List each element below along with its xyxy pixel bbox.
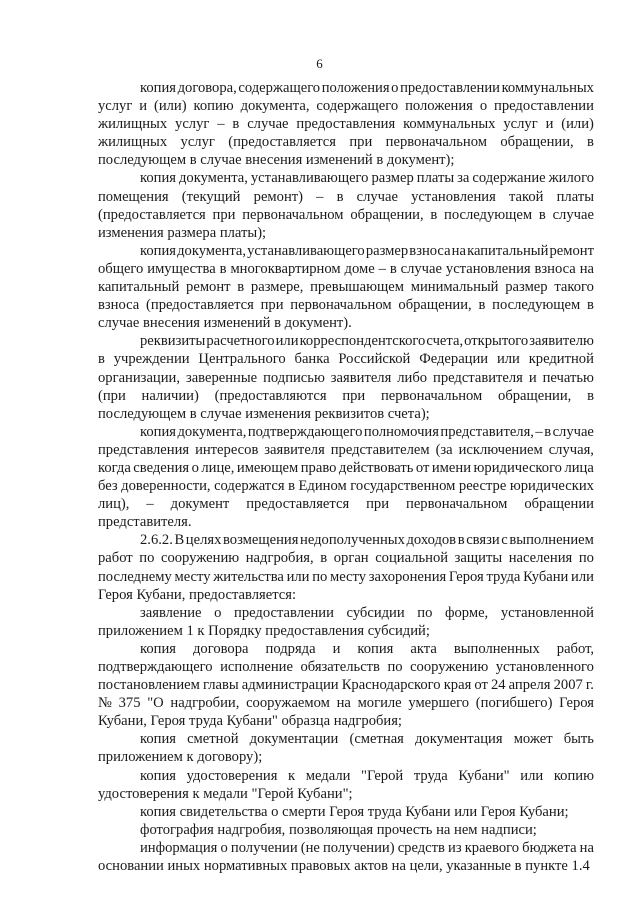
text-line: копия документа, устанавливающего размер платы за содержание жилого bbox=[140, 170, 594, 187]
text-line: копия удостоверения к медали "Герой труда Кубани" или копию bbox=[140, 767, 594, 784]
document-body bbox=[98, 79, 594, 875]
paragraph-housing-maintenance-fee bbox=[98, 169, 594, 241]
text-line: последующем в случае внесения изменений в документ); bbox=[98, 152, 455, 169]
text-line: (при наличии) (предоставляются при первоначальном обращении, в bbox=[98, 387, 594, 404]
text-line: последующем в случае изменения реквизитов счета); bbox=[98, 405, 430, 422]
paragraph-bank-account-details bbox=[98, 332, 594, 422]
text-line: основании иных нормативных правовых актов на цели, указанные в пункте 1.4 bbox=[98, 858, 590, 875]
text-line: когда сведения о лице, имеющем право действовать от имени юридического лица bbox=[98, 459, 594, 476]
text-line: информация о получении (не получении) средств из краевого бюджета на bbox=[140, 839, 594, 856]
text-line: приложением к договору); bbox=[98, 749, 263, 766]
text-line: 2.6.2. В целях возмещения недополученных доходов в связи с выполнением bbox=[140, 532, 594, 549]
paragraph-budget-funds-info bbox=[98, 839, 594, 875]
text-line: случае внесения изменений в документ). bbox=[98, 315, 352, 332]
text-line: работ по сооружению надгробия, в орган социальной защиты населения по bbox=[98, 550, 594, 567]
text-line: копия договора подряда и копия акта выполненных работ, bbox=[140, 640, 594, 657]
text-line: взноса (предоставляется при первоначальном обращении, в последующем в bbox=[98, 297, 594, 314]
text-line: капитальный ремонт в размере, превышающем минимальный размер такого bbox=[98, 279, 594, 296]
text-line: Кубани, Героя труда Кубани" образца надгробия; bbox=[98, 713, 402, 730]
text-line: удостоверения к медали "Герой Кубани"; bbox=[98, 785, 353, 802]
text-line: в учреждении Центрального банка Российской Федерации или кредитной bbox=[98, 351, 594, 368]
paragraph-tombstone-photo bbox=[98, 821, 594, 839]
text-line: заявление о предоставлении субсидии по форме, установленной bbox=[140, 604, 594, 621]
text-line: постановлением главы администрации Краснодарского края от 24 апреля 2007 г. bbox=[98, 677, 594, 694]
text-line: помещения (текущий ремонт) – в случае установления такой платы bbox=[98, 188, 594, 205]
text-line: последнему месту жительства или по месту захоронения Героя труда Кубани или bbox=[98, 568, 594, 585]
paragraph-capital-repair-contribution bbox=[98, 242, 594, 332]
paragraph-2-6-2-intro bbox=[98, 531, 594, 603]
text-line: копия сметной документации (сметная документация может быть bbox=[140, 731, 594, 748]
text-line: Героя Кубани, предоставляется: bbox=[98, 586, 296, 603]
text-line: копия свидетельства о смерти Героя труда Кубани или Героя Кубани; bbox=[140, 803, 569, 820]
text-line: общего имущества в многоквартирном доме – в случае установления взноса на bbox=[98, 260, 594, 277]
paragraph-medal-certificate bbox=[98, 767, 594, 803]
text-line: реквизиты расчетного или корреспондентского счета, открытого заявителю bbox=[140, 333, 594, 350]
text-line: организации, заверенные подписью заявителя либо представителя и печатью bbox=[98, 369, 594, 386]
text-line: лиц), – документ предоставляется при первоначальном обращении bbox=[98, 496, 594, 513]
text-line: копия договора, содержащего положения о предоставлении коммунальных bbox=[140, 80, 594, 96]
text-line: фотография надгробия, позволяющая прочесть на нем надписи; bbox=[140, 821, 537, 838]
text-line: услуг и (или) копию документа, содержащего положения о предоставлении bbox=[98, 98, 594, 115]
text-line: подтверждающего исполнение обязательств по сооружению установленного bbox=[98, 659, 594, 675]
paragraph-subsidy-application bbox=[98, 604, 594, 640]
text-line: приложением 1 к Порядку предоставления субсидий; bbox=[98, 622, 430, 639]
paragraph-contract-and-act-copy bbox=[98, 640, 594, 730]
page-number: 6 bbox=[316, 56, 323, 71]
text-line: представителя. bbox=[98, 514, 192, 531]
paragraph-communal-services-contract bbox=[98, 79, 594, 169]
text-line: жилищных услуг (предоставляется при первоначальном обращении, в bbox=[98, 134, 594, 151]
text-line: представления интересов заявителя представителем (за исключением случая, bbox=[98, 441, 594, 458]
text-line: № 375 "О надгробии, сооружаемом на могиле умершего (погибшего) Героя bbox=[98, 695, 594, 712]
paragraph-representative-authority bbox=[98, 423, 594, 532]
text-line: без доверенности, содержатся в Едином государственном реестре юридических bbox=[98, 478, 594, 495]
paragraph-death-certificate bbox=[98, 803, 594, 821]
text-line: копия документа, подтверждающего полномочия представителя, – в случае bbox=[140, 423, 594, 440]
text-line: жилищных услуг – в случае предоставления коммунальных услуг и (или) bbox=[98, 116, 594, 133]
paragraph-estimate-documentation bbox=[98, 730, 594, 766]
text-line: копия документа, устанавливающего размер взноса на капитальный ремонт bbox=[140, 242, 594, 259]
text-line: (предоставляется при первоначальном обращении, в последующем в случае bbox=[98, 206, 594, 223]
text-line: изменения размера платы); bbox=[98, 224, 267, 241]
